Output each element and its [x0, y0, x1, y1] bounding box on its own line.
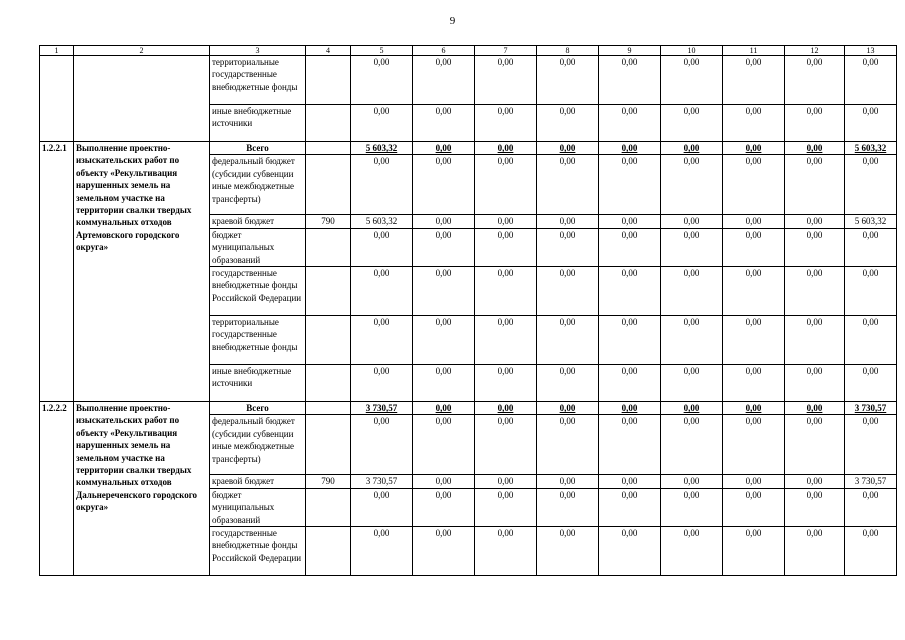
- code-cell: [306, 228, 351, 266]
- activity-name-cell: [74, 56, 210, 142]
- value-cell: 3 730,57: [351, 475, 413, 488]
- value-cell: 0,00: [475, 488, 537, 526]
- value-cell: 0,00: [785, 488, 845, 526]
- value-cell: 0,00: [351, 316, 413, 365]
- code-cell: [306, 142, 351, 155]
- value-cell: 0,00: [413, 215, 475, 228]
- value-cell: 0,00: [413, 488, 475, 526]
- value-cell: 0,00: [661, 56, 723, 105]
- code-cell: [306, 267, 351, 316]
- value-cell: 0,00: [723, 56, 785, 105]
- value-cell: 0,00: [785, 267, 845, 316]
- value-cell: 0,00: [475, 365, 537, 402]
- source-cell: Всего: [210, 402, 306, 415]
- value-cell: 0,00: [845, 316, 897, 365]
- value-cell: 0,00: [413, 365, 475, 402]
- source-cell: бюджет муниципальных образований: [210, 488, 306, 526]
- header-cell-4: 4: [306, 46, 351, 56]
- header-cell-5: 5: [351, 46, 413, 56]
- value-cell: 0,00: [661, 228, 723, 266]
- value-cell: 5 603,32: [351, 215, 413, 228]
- value-cell: 0,00: [537, 316, 599, 365]
- value-cell: 0,00: [661, 155, 723, 215]
- value-cell: 0,00: [785, 316, 845, 365]
- value-cell: 0,00: [785, 215, 845, 228]
- activity-name: Выполнение проектно-изыскательских работ по объекту «Рекультивация нарушенных земель на земельном участке на территории свалки твердых коммунальных отходов Дальнереченского городского округа»: [74, 402, 210, 576]
- value-cell: 0,00: [413, 56, 475, 105]
- value-cell: 0,00: [599, 415, 661, 475]
- value-cell: 0,00: [537, 488, 599, 526]
- source-cell: иные внебюджетные источники: [210, 105, 306, 142]
- value-cell: 0,00: [661, 527, 723, 576]
- value-cell: 0,00: [723, 215, 785, 228]
- value-cell: 0,00: [785, 56, 845, 105]
- activity-number: 1.2.2.1: [40, 142, 74, 402]
- value-cell: 0,00: [723, 475, 785, 488]
- value-cell: 0,00: [475, 475, 537, 488]
- source-cell: государственные внебюджетные фонды Российской Федерации: [210, 267, 306, 316]
- header-cell-7: 7: [475, 46, 537, 56]
- value-cell: 0,00: [599, 267, 661, 316]
- value-cell: 0,00: [785, 142, 845, 155]
- code-cell: [306, 415, 351, 475]
- code-cell: [306, 155, 351, 215]
- value-cell: 0,00: [845, 527, 897, 576]
- value-cell: 0,00: [475, 105, 537, 142]
- value-cell: 0,00: [845, 415, 897, 475]
- code-cell: [306, 527, 351, 576]
- value-cell: 0,00: [845, 56, 897, 105]
- value-cell: 0,00: [785, 415, 845, 475]
- value-cell: 0,00: [475, 415, 537, 475]
- value-cell: 0,00: [845, 267, 897, 316]
- value-cell: 0,00: [351, 105, 413, 142]
- value-cell: 0,00: [537, 527, 599, 576]
- value-cell: 0,00: [413, 155, 475, 215]
- value-cell: 0,00: [845, 228, 897, 266]
- value-cell: 0,00: [599, 142, 661, 155]
- source-cell: федеральный бюджет (субсидии субвенции иные межбюджетные трансферты): [210, 155, 306, 215]
- value-cell: 0,00: [475, 527, 537, 576]
- value-cell: 3 730,57: [845, 402, 897, 415]
- value-cell: 0,00: [475, 142, 537, 155]
- value-cell: 3 730,57: [351, 402, 413, 415]
- source-cell: государственные внебюджетные фонды Российской Федерации: [210, 527, 306, 576]
- value-cell: 0,00: [723, 402, 785, 415]
- header-cell-9: 9: [599, 46, 661, 56]
- value-cell: 0,00: [537, 415, 599, 475]
- table-row: [40, 402, 897, 415]
- value-cell: 0,00: [785, 228, 845, 266]
- value-cell: 0,00: [723, 488, 785, 526]
- value-cell: 0,00: [661, 316, 723, 365]
- value-cell: 0,00: [413, 316, 475, 365]
- code-cell: [306, 56, 351, 105]
- value-cell: 0,00: [413, 402, 475, 415]
- source-cell: краевой бюджет: [210, 215, 306, 228]
- source-cell: бюджет муниципальных образований: [210, 228, 306, 266]
- value-cell: 0,00: [351, 365, 413, 402]
- header-cell-3: 3: [210, 46, 306, 56]
- value-cell: 0,00: [351, 56, 413, 105]
- source-cell: Всего: [210, 142, 306, 155]
- header-row: [40, 46, 897, 56]
- value-cell: 0,00: [599, 155, 661, 215]
- value-cell: 0,00: [599, 365, 661, 402]
- value-cell: 0,00: [785, 402, 845, 415]
- source-cell: иные внебюджетные источники: [210, 365, 306, 402]
- value-cell: 0,00: [351, 488, 413, 526]
- value-cell: 0,00: [661, 142, 723, 155]
- value-cell: 0,00: [785, 105, 845, 142]
- code-cell: [306, 402, 351, 415]
- value-cell: 0,00: [537, 56, 599, 105]
- value-cell: 0,00: [599, 105, 661, 142]
- value-cell: 0,00: [413, 527, 475, 576]
- value-cell: 0,00: [351, 228, 413, 266]
- value-cell: 0,00: [661, 267, 723, 316]
- value-cell: 0,00: [599, 475, 661, 488]
- value-cell: 0,00: [475, 267, 537, 316]
- value-cell: 0,00: [351, 415, 413, 475]
- value-cell: 0,00: [475, 56, 537, 105]
- value-cell: 0,00: [723, 527, 785, 576]
- value-cell: 0,00: [723, 267, 785, 316]
- value-cell: 0,00: [475, 215, 537, 228]
- value-cell: 0,00: [599, 488, 661, 526]
- value-cell: 0,00: [475, 228, 537, 266]
- value-cell: 0,00: [351, 155, 413, 215]
- header-cell-11: 11: [723, 46, 785, 56]
- page-number: 9: [449, 15, 456, 27]
- value-cell: 0,00: [723, 228, 785, 266]
- value-cell: 0,00: [723, 316, 785, 365]
- source-cell: федеральный бюджет (субсидии субвенции иные межбюджетные трансферты): [210, 415, 306, 475]
- value-cell: 0,00: [475, 155, 537, 215]
- value-cell: 0,00: [723, 155, 785, 215]
- code-cell: [306, 365, 351, 402]
- value-cell: 0,00: [413, 228, 475, 266]
- budget-table: [39, 45, 897, 576]
- code-cell: [306, 316, 351, 365]
- value-cell: 0,00: [537, 475, 599, 488]
- source-cell: краевой бюджет: [210, 475, 306, 488]
- value-cell: 0,00: [785, 475, 845, 488]
- value-cell: 0,00: [845, 155, 897, 215]
- table-body: [40, 46, 897, 576]
- value-cell: 0,00: [785, 155, 845, 215]
- value-cell: 0,00: [845, 105, 897, 142]
- header-cell-10: 10: [661, 46, 723, 56]
- value-cell: 0,00: [785, 527, 845, 576]
- value-cell: 0,00: [351, 527, 413, 576]
- header-cell-2: 2: [74, 46, 210, 56]
- value-cell: 5 603,32: [351, 142, 413, 155]
- value-cell: 0,00: [661, 105, 723, 142]
- value-cell: 0,00: [413, 475, 475, 488]
- value-cell: 0,00: [537, 142, 599, 155]
- value-cell: 5 603,32: [845, 142, 897, 155]
- code-cell: [306, 105, 351, 142]
- activity-number: 1.2.2.2: [40, 402, 74, 576]
- value-cell: 0,00: [661, 402, 723, 415]
- code-cell: 790: [306, 475, 351, 488]
- value-cell: 0,00: [723, 415, 785, 475]
- value-cell: 0,00: [599, 215, 661, 228]
- value-cell: 0,00: [599, 527, 661, 576]
- value-cell: 0,00: [661, 475, 723, 488]
- value-cell: 0,00: [723, 142, 785, 155]
- header-cell-12: 12: [785, 46, 845, 56]
- source-cell: территориальные государственные внебюджетные фонды: [210, 316, 306, 365]
- number-cell: [40, 56, 74, 142]
- value-cell: 0,00: [537, 215, 599, 228]
- value-cell: 0,00: [661, 415, 723, 475]
- value-cell: 0,00: [413, 267, 475, 316]
- value-cell: 5 603,32: [845, 215, 897, 228]
- value-cell: 0,00: [845, 488, 897, 526]
- value-cell: 0,00: [537, 267, 599, 316]
- table-row: [40, 56, 897, 105]
- value-cell: 0,00: [537, 402, 599, 415]
- table-row: [40, 142, 897, 155]
- value-cell: 0,00: [845, 365, 897, 402]
- header-cell-1: 1: [40, 46, 74, 56]
- value-cell: 0,00: [599, 402, 661, 415]
- value-cell: 0,00: [537, 105, 599, 142]
- activity-name: Выполнение проектно-изыскательских работ по объекту «Рекультивация нарушенных земель на земельном участке на территории свалки твердых коммунальных отходов Артемовского городского округа»: [74, 142, 210, 402]
- value-cell: 0,00: [599, 56, 661, 105]
- value-cell: 0,00: [351, 267, 413, 316]
- value-cell: 0,00: [413, 142, 475, 155]
- code-cell: 790: [306, 215, 351, 228]
- value-cell: 0,00: [661, 488, 723, 526]
- value-cell: 0,00: [661, 365, 723, 402]
- value-cell: 0,00: [723, 105, 785, 142]
- value-cell: 0,00: [599, 316, 661, 365]
- value-cell: 0,00: [537, 155, 599, 215]
- value-cell: 0,00: [537, 365, 599, 402]
- value-cell: 0,00: [723, 365, 785, 402]
- value-cell: 0,00: [661, 215, 723, 228]
- header-cell-6: 6: [413, 46, 475, 56]
- value-cell: 0,00: [785, 365, 845, 402]
- value-cell: 0,00: [475, 402, 537, 415]
- value-cell: 0,00: [413, 415, 475, 475]
- value-cell: 0,00: [599, 228, 661, 266]
- code-cell: [306, 488, 351, 526]
- header-cell-13: 13: [845, 46, 897, 56]
- value-cell: 0,00: [413, 105, 475, 142]
- value-cell: 3 730,57: [845, 475, 897, 488]
- header-cell-8: 8: [537, 46, 599, 56]
- source-cell: территориальные государственные внебюджетные фонды: [210, 56, 306, 105]
- value-cell: 0,00: [537, 228, 599, 266]
- value-cell: 0,00: [475, 316, 537, 365]
